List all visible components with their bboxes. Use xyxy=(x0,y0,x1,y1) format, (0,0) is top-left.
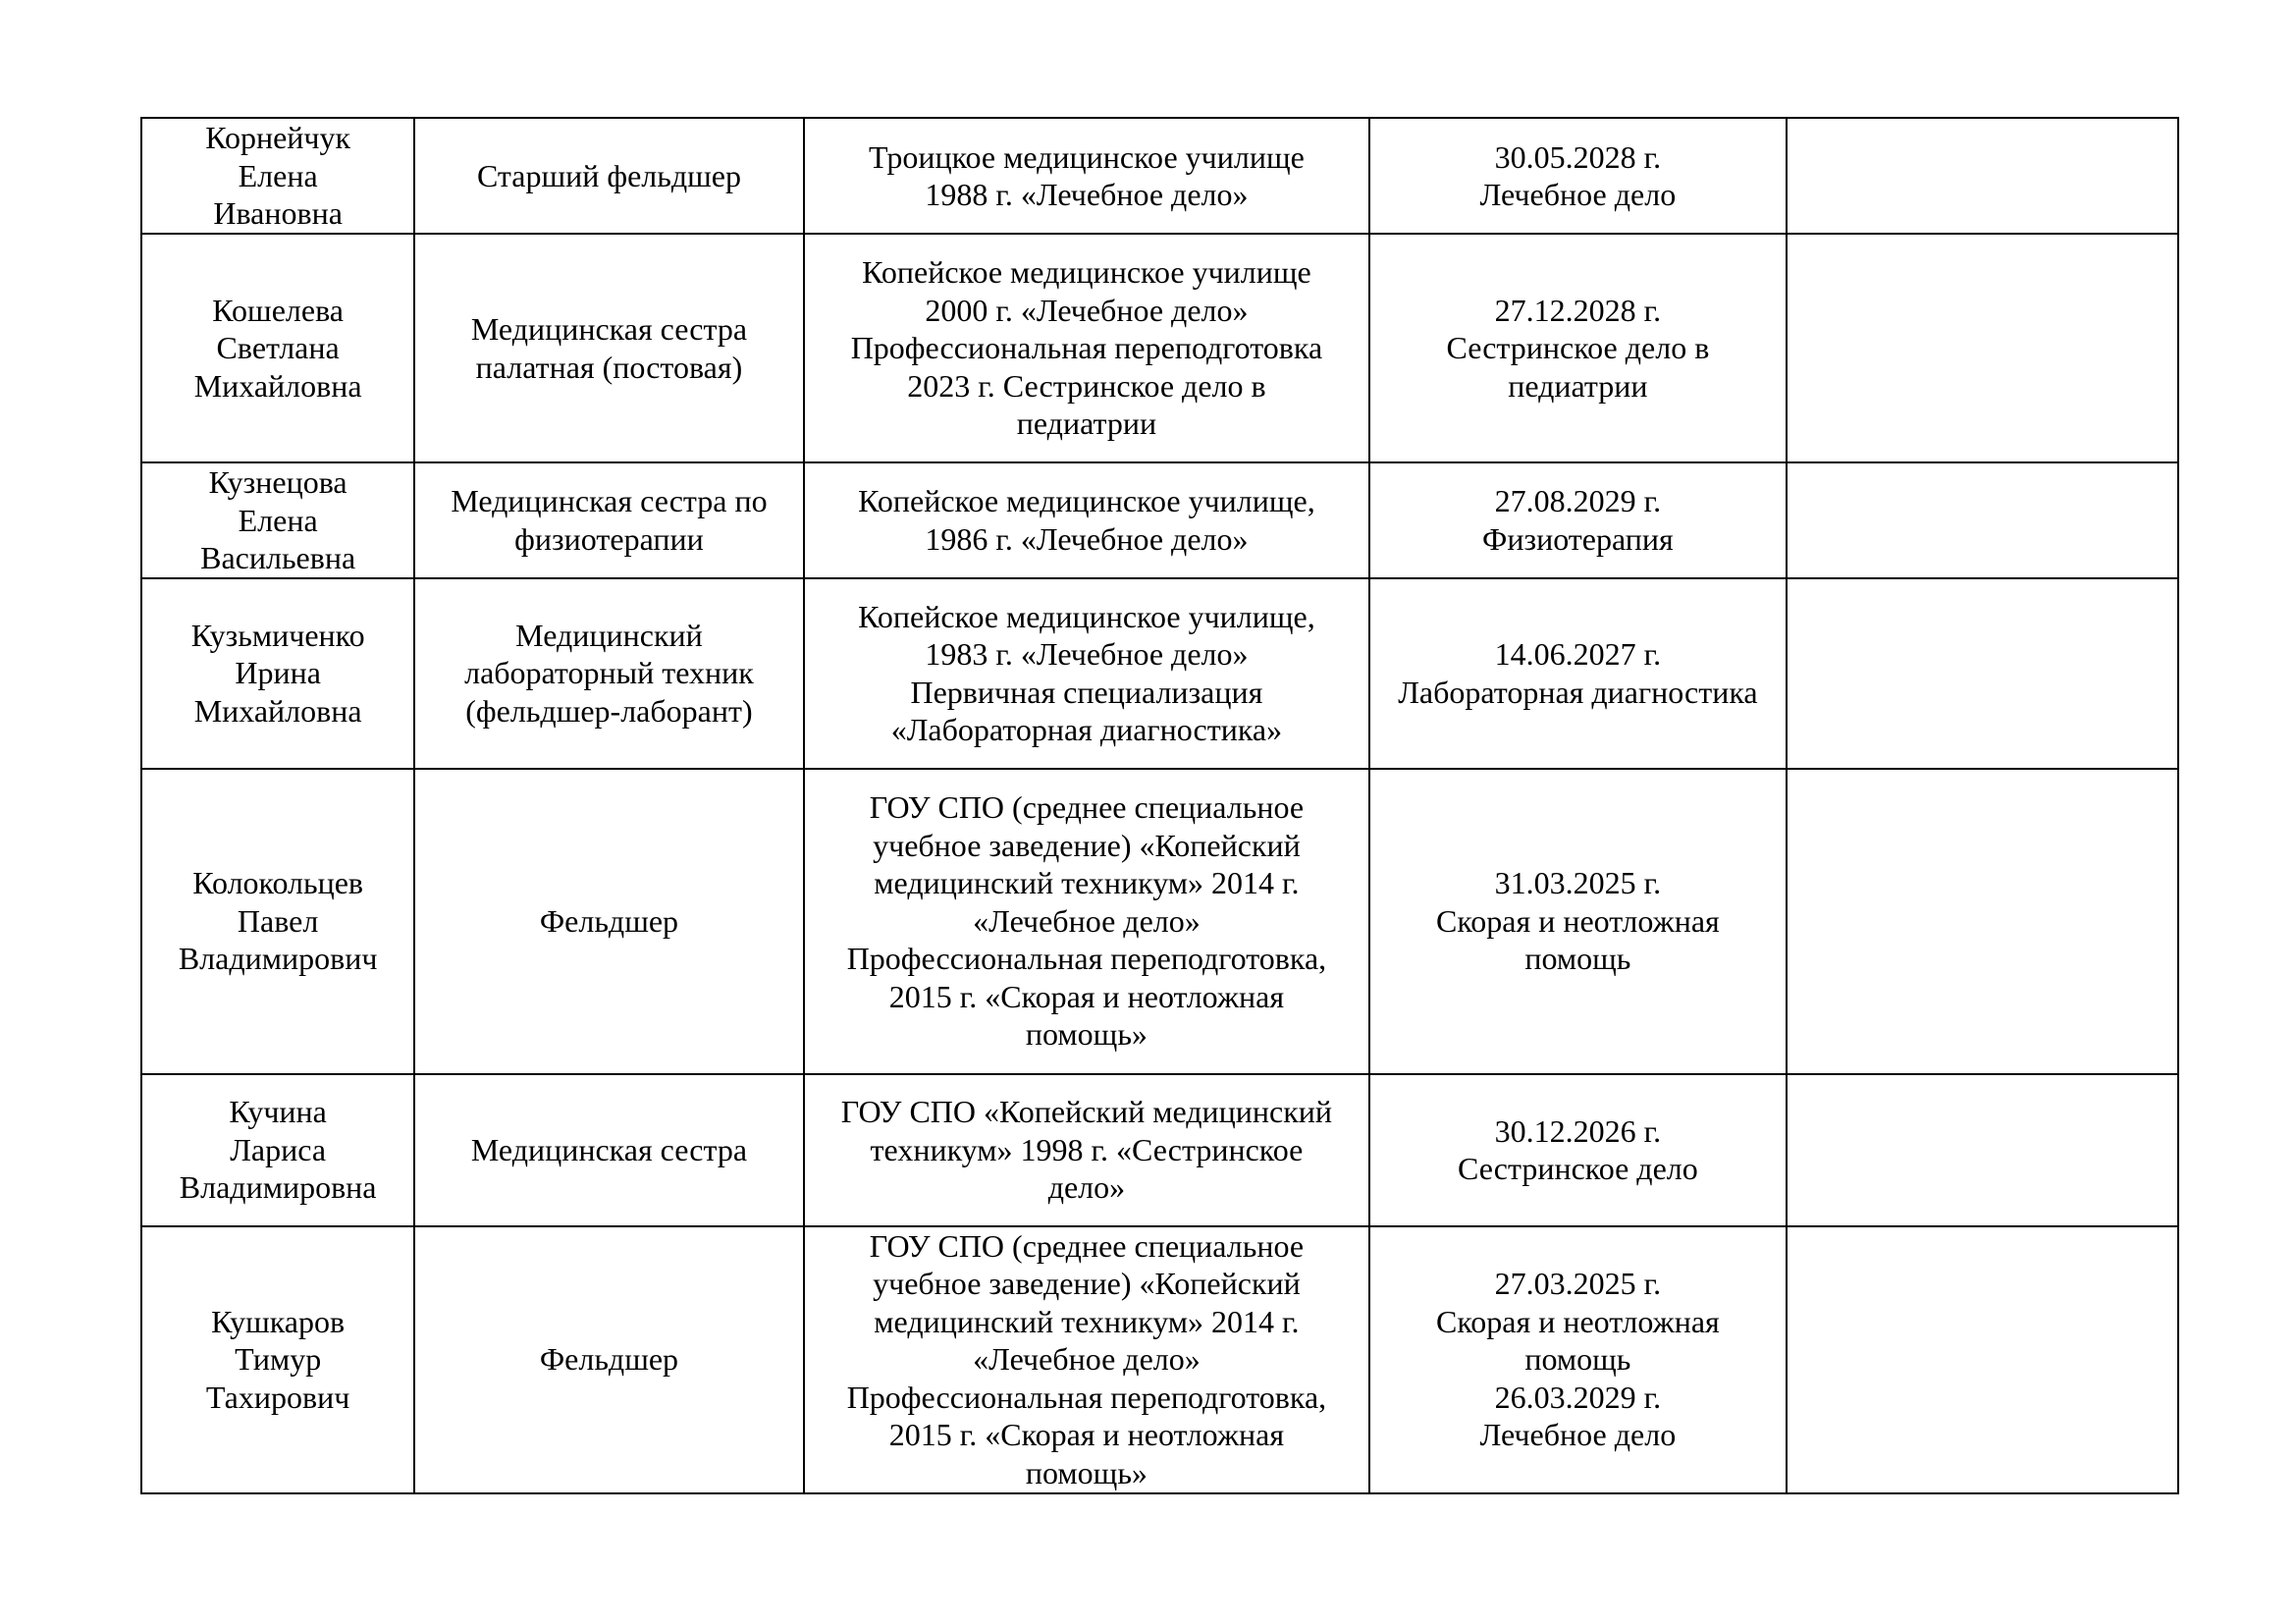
table-row xyxy=(141,118,2178,234)
note xyxy=(1787,118,2178,234)
employee-name: Корнейчук Елена Ивановна xyxy=(141,118,414,234)
certificate: 14.06.2027 г. Лабораторная диагностика xyxy=(1369,578,1786,769)
employee-name: Кошелева Светлана Михайловна xyxy=(141,234,414,462)
position: Фельдшер xyxy=(414,1226,803,1493)
certificate: 30.05.2028 г. Лечебное дело xyxy=(1369,118,1786,234)
table-row xyxy=(141,1074,2178,1226)
employee-name: Кушкаров Тимур Тахирович xyxy=(141,1226,414,1493)
position: Медицинская сестра палатная (постовая) xyxy=(414,234,803,462)
certificate: 30.12.2026 г. Сестринское дело xyxy=(1369,1074,1786,1226)
employee-name: Кучина Лариса Владимировна xyxy=(141,1074,414,1226)
position: Медицинская сестра по физиотерапии xyxy=(414,462,803,578)
employee-name: Кузнецова Елена Васильевна xyxy=(141,462,414,578)
education: Троицкое медицинское училище 1988 г. «Лечебное дело» xyxy=(804,118,1370,234)
certificate: 27.08.2029 г. Физиотерапия xyxy=(1369,462,1786,578)
position: Медицинский лабораторный техник (фельдшер-лаборант) xyxy=(414,578,803,769)
staff-table xyxy=(140,117,2179,1494)
position: Старший фельдшер xyxy=(414,118,803,234)
note xyxy=(1787,234,2178,462)
note xyxy=(1787,1226,2178,1493)
education: ГОУ СПО (среднее специальное учебное заведение) «Копейский медицинский техникум» 2014 г. «Лечебное дело» Профессиональная переподготовка, 2015 г. «Скорая и неотложная помощь» xyxy=(804,1226,1370,1493)
education: Копейское медицинское училище 2000 г. «Лечебное дело» Профессиональная переподготовка 2023 г. Сестринское дело в педиатрии xyxy=(804,234,1370,462)
note xyxy=(1787,769,2178,1074)
table-row xyxy=(141,769,2178,1074)
education: ГОУ СПО (среднее специальное учебное заведение) «Копейский медицинский техникум» 2014 г. «Лечебное дело» Профессиональная переподготовка, 2015 г. «Скорая и неотложная помощь» xyxy=(804,769,1370,1074)
education: Копейское медицинское училище, 1983 г. «Лечебное дело» Первичная специализация «Лабораторная диагностика» xyxy=(804,578,1370,769)
table-row xyxy=(141,234,2178,462)
table-row xyxy=(141,578,2178,769)
table-row xyxy=(141,1226,2178,1493)
education: Копейское медицинское училище, 1986 г. «Лечебное дело» xyxy=(804,462,1370,578)
position: Медицинская сестра xyxy=(414,1074,803,1226)
position: Фельдшер xyxy=(414,769,803,1074)
note xyxy=(1787,462,2178,578)
note xyxy=(1787,1074,2178,1226)
education: ГОУ СПО «Копейский медицинский техникум» 1998 г. «Сестринское дело» xyxy=(804,1074,1370,1226)
employee-name: Колокольцев Павел Владимирович xyxy=(141,769,414,1074)
employee-name: Кузьмиченко Ирина Михайловна xyxy=(141,578,414,769)
certificate: 31.03.2025 г. Скорая и неотложная помощь xyxy=(1369,769,1786,1074)
table-row xyxy=(141,462,2178,578)
note xyxy=(1787,578,2178,769)
certificate: 27.12.2028 г. Сестринское дело в педиатрии xyxy=(1369,234,1786,462)
certificate: 27.03.2025 г. Скорая и неотложная помощь 26.03.2029 г. Лечебное дело xyxy=(1369,1226,1786,1493)
